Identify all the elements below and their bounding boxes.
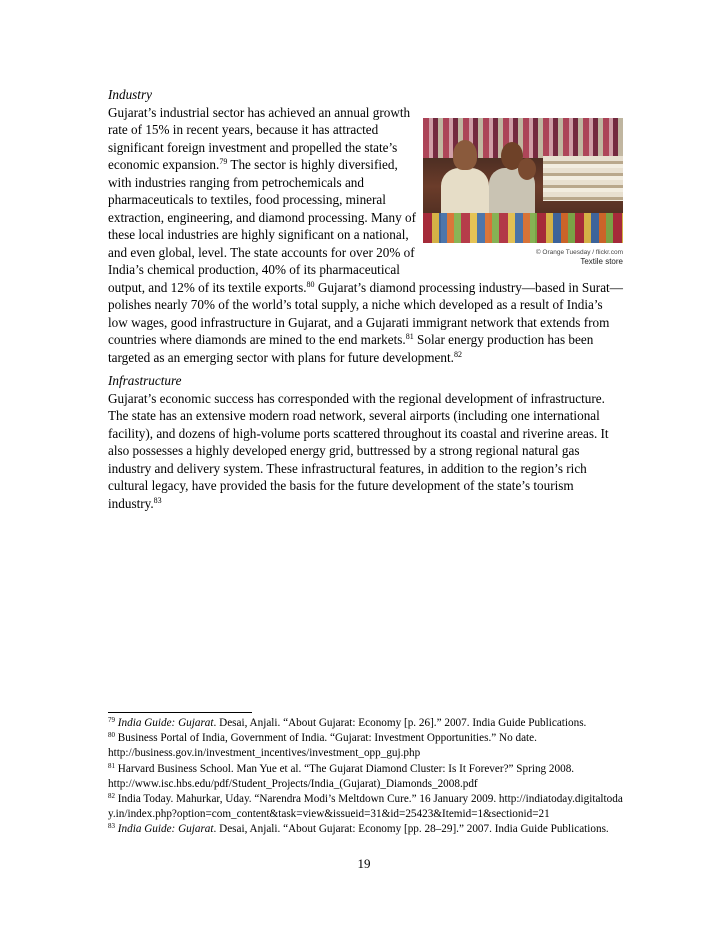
- industry-text-2: The sector is highly diversified, with industries ranging from petrochemicals and pharmaceuticals to textiles, food processing, mineral extraction, engineering, and diamond processing. Many of these local industries are highly significant on a national, and even global, level. The state accounts for over 20% of India’s chemical production, 40% of its pharmaceutical output, and 12% of its textile exports.: [108, 157, 416, 295]
- footnote-text: Harvard Business School. Man Yue et al. “The Gujarat Diamond Cluster: Is It Forever?” Spring 2008. http://www.isc.hbs.edu/pdf/Student_Projects/India_(Gujarat)_Diamonds_2008.pdf: [108, 762, 575, 790]
- footnote-81: [108, 762, 628, 792]
- infrastructure-text: Gujarat’s economic success has corresponded with the regional development of infrastructure. The state has an extensive modern road network, several airports (including one international facility), and dozens of high-volume ports scattered throughout its coastal and riverine areas. It also possesses a highly developed energy grid, buttressed by a strong regional natural gas industry and delivery system. These infrastructural features, in addition to the region’s rich cultural legacy, have provided the basis for the future development of the state’s tourism industry.: [108, 390, 609, 511]
- industry-text-4: Solar energy production has been targeted as an emerging sector with plans for future development.: [108, 332, 594, 365]
- textile-store-photo: [423, 118, 623, 243]
- footnote-ref-82[interactable]: 82: [453, 349, 462, 359]
- footnote-ref-83[interactable]: 83: [153, 495, 162, 505]
- infrastructure-heading: Infrastructure: [108, 373, 182, 388]
- footnote-title: India Guide: Gujarat: [117, 823, 214, 836]
- footnote-83: [108, 822, 628, 837]
- footnote-number: 80: [108, 731, 115, 740]
- footnote-number: 83: [108, 822, 115, 831]
- photo-credit: © Orange Tuesday / flickr.com: [535, 248, 623, 256]
- footnote-text: . Desai, Anjali. “About Gujarat: Economy [p. 26].” 2007. India Guide Publications.: [213, 717, 587, 729]
- footnote-title: India Guide: Gujarat: [117, 717, 214, 729]
- footnote-ref-80[interactable]: 80: [306, 279, 315, 289]
- page-number: 19: [357, 856, 371, 871]
- footnote-ref-79[interactable]: 79: [219, 157, 228, 166]
- industry-text-3: Gujarat’s diamond processing industry—based in Surat—polishes nearly 70% of the world’s total supply, a niche which developed as a result of India’s low wages, good infrastructure in Gujarat, and a Gujarati immigrant network that extends from countries where diamonds are mined to the end markets.: [108, 279, 623, 347]
- footnote-text: Business Portal of India, Government of India. “Gujarat: Investment Opportunities.” No date. http://business.gov.in/investment_incentives/investment_opp_guj.php: [108, 732, 537, 760]
- footnote-separator: [108, 712, 252, 713]
- footnote-number: 81: [108, 761, 115, 770]
- industry-section: [108, 86, 623, 366]
- footnotes: [108, 716, 628, 838]
- infrastructure-section: [108, 372, 623, 512]
- infrastructure-paragraph: [108, 390, 623, 513]
- footnote-80: [108, 731, 628, 761]
- industry-text-1: Gujarat’s industrial sector has achieved an annual growth rate of 15% in recent years, because it has attracted significant foreign investment and propelled the state’s economic expansion.: [108, 104, 411, 172]
- footnote-text: India Today. Mahurkar, Uday. “Narendra Modi’s Meltdown Cure.” 16 January 2009. http://indiatoday.digitaltoday.in/index.php?option=com_content&task=view&issueid=31&id=25423&Itemid=1&sectionid=21: [108, 793, 623, 821]
- footnote-number: 79: [108, 716, 115, 724]
- footnote-82: [108, 792, 628, 822]
- footnote-text: . Desai, Anjali. “About Gujarat: Economy [pp. 28–29].” 2007. India Guide Publications.: [213, 823, 609, 836]
- footnote-number: 82: [108, 792, 115, 801]
- textile-store-photo-figure: [423, 118, 623, 270]
- footnote-ref-81[interactable]: 81: [405, 332, 414, 341]
- photo-caption: Textile store: [580, 256, 623, 266]
- industry-heading: Industry: [108, 87, 152, 102]
- footnote-79: [108, 716, 628, 731]
